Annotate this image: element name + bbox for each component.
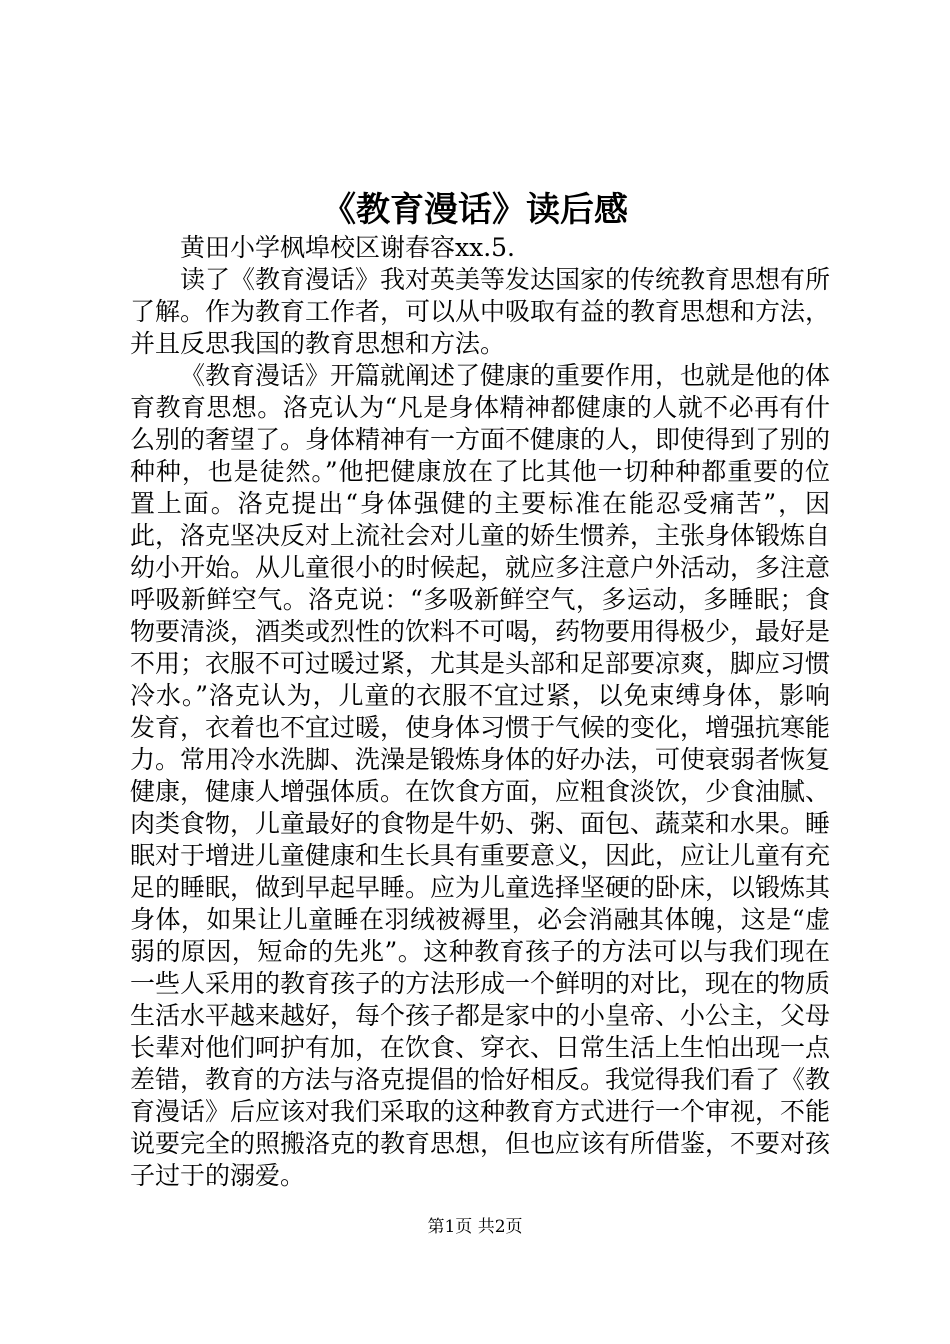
document-title: 《教育漫话》读后感 [322,190,628,230]
author-line: 黄田小学枫埠校区谢春容xx.5. [180,233,515,262]
document-body [130,232,830,1192]
page-footer: 第1页 共2页 [427,1217,523,1237]
paragraph: 《教育漫话》开篇就阐述了健康的重要作用，也就是他的体育教育思想。洛克认为“凡是身体精神都健康的人就不必再有什么别的奢望了。身体精神有一方面不健康的人，即使得到了别的种种，也是徒然。”他把健康放在了比其他一切种种都重要的位置上面。洛克提出“身体强健的主要标准在能忍受痛苦”，因此，洛克坚决反对上流社会对儿童的娇生惯养，主张身体锻炼自幼小开始。从儿童很小的时候起，就应多注意户外活动，多注意呼吸新鲜空气。洛克说：“多吸新鲜空气，多运动，多睡眠；食物要清淡，酒类或烈性的饮料不可喝，药物要用得极少，最好是不用；衣服不可过暖过紧，尤其是头部和足部要凉爽，脚应习惯冷水。”洛克认为，儿童的衣服不宜过紧，以免束缚身体，影响发育，衣着也不宜过暖，使身体习惯于气候的变化，增强抗寒能力。常用冷水洗脚、洗澡是锻炼身体的好办法，可使衰弱者恢复健康，健康人增强体质。在饮食方面，应粗食淡饮，少食油腻、肉类食物，儿童最好的食物是牛奶、粥、面包、蔬菜和水果。睡眠对于增进儿童健康和生长具有重要意义，因此，应让儿童有充足的睡眠，做到早起早睡。应为儿童选择坚硬的卧床，以锻炼其身体，如果让儿童睡在羽绒被褥里，必会消融其体魄，这是“虚弱的原因，短命的先兆”。这种教育孩子的方法可以与我们现在一些人采用的教育孩子的方法形成一个鲜明的对比，现在的物质生活水平越来越好，每个孩子都是家中的小皇帝、小公主，父母长辈对他们呵护有加，在饮食、穿衣、日常生活上生怕出现一点差错，教育的方法与洛克提倡的恰好相反。我觉得我们看了《教育漫话》后应该对我们采取的这种教育方式进行一个审视，不能说要完全的照搬洛克的教育思想，但也应该有所借鉴，不要对孩子过于的溺爱。 [130,361,831,1190]
paragraph: 读了《教育漫话》我对英美等发达国家的传统教育思想有所了解。作为教育工作者，可以从中吸取有益的教育思想和方法，并且反思我国的教育思想和方法。 [130,265,831,358]
